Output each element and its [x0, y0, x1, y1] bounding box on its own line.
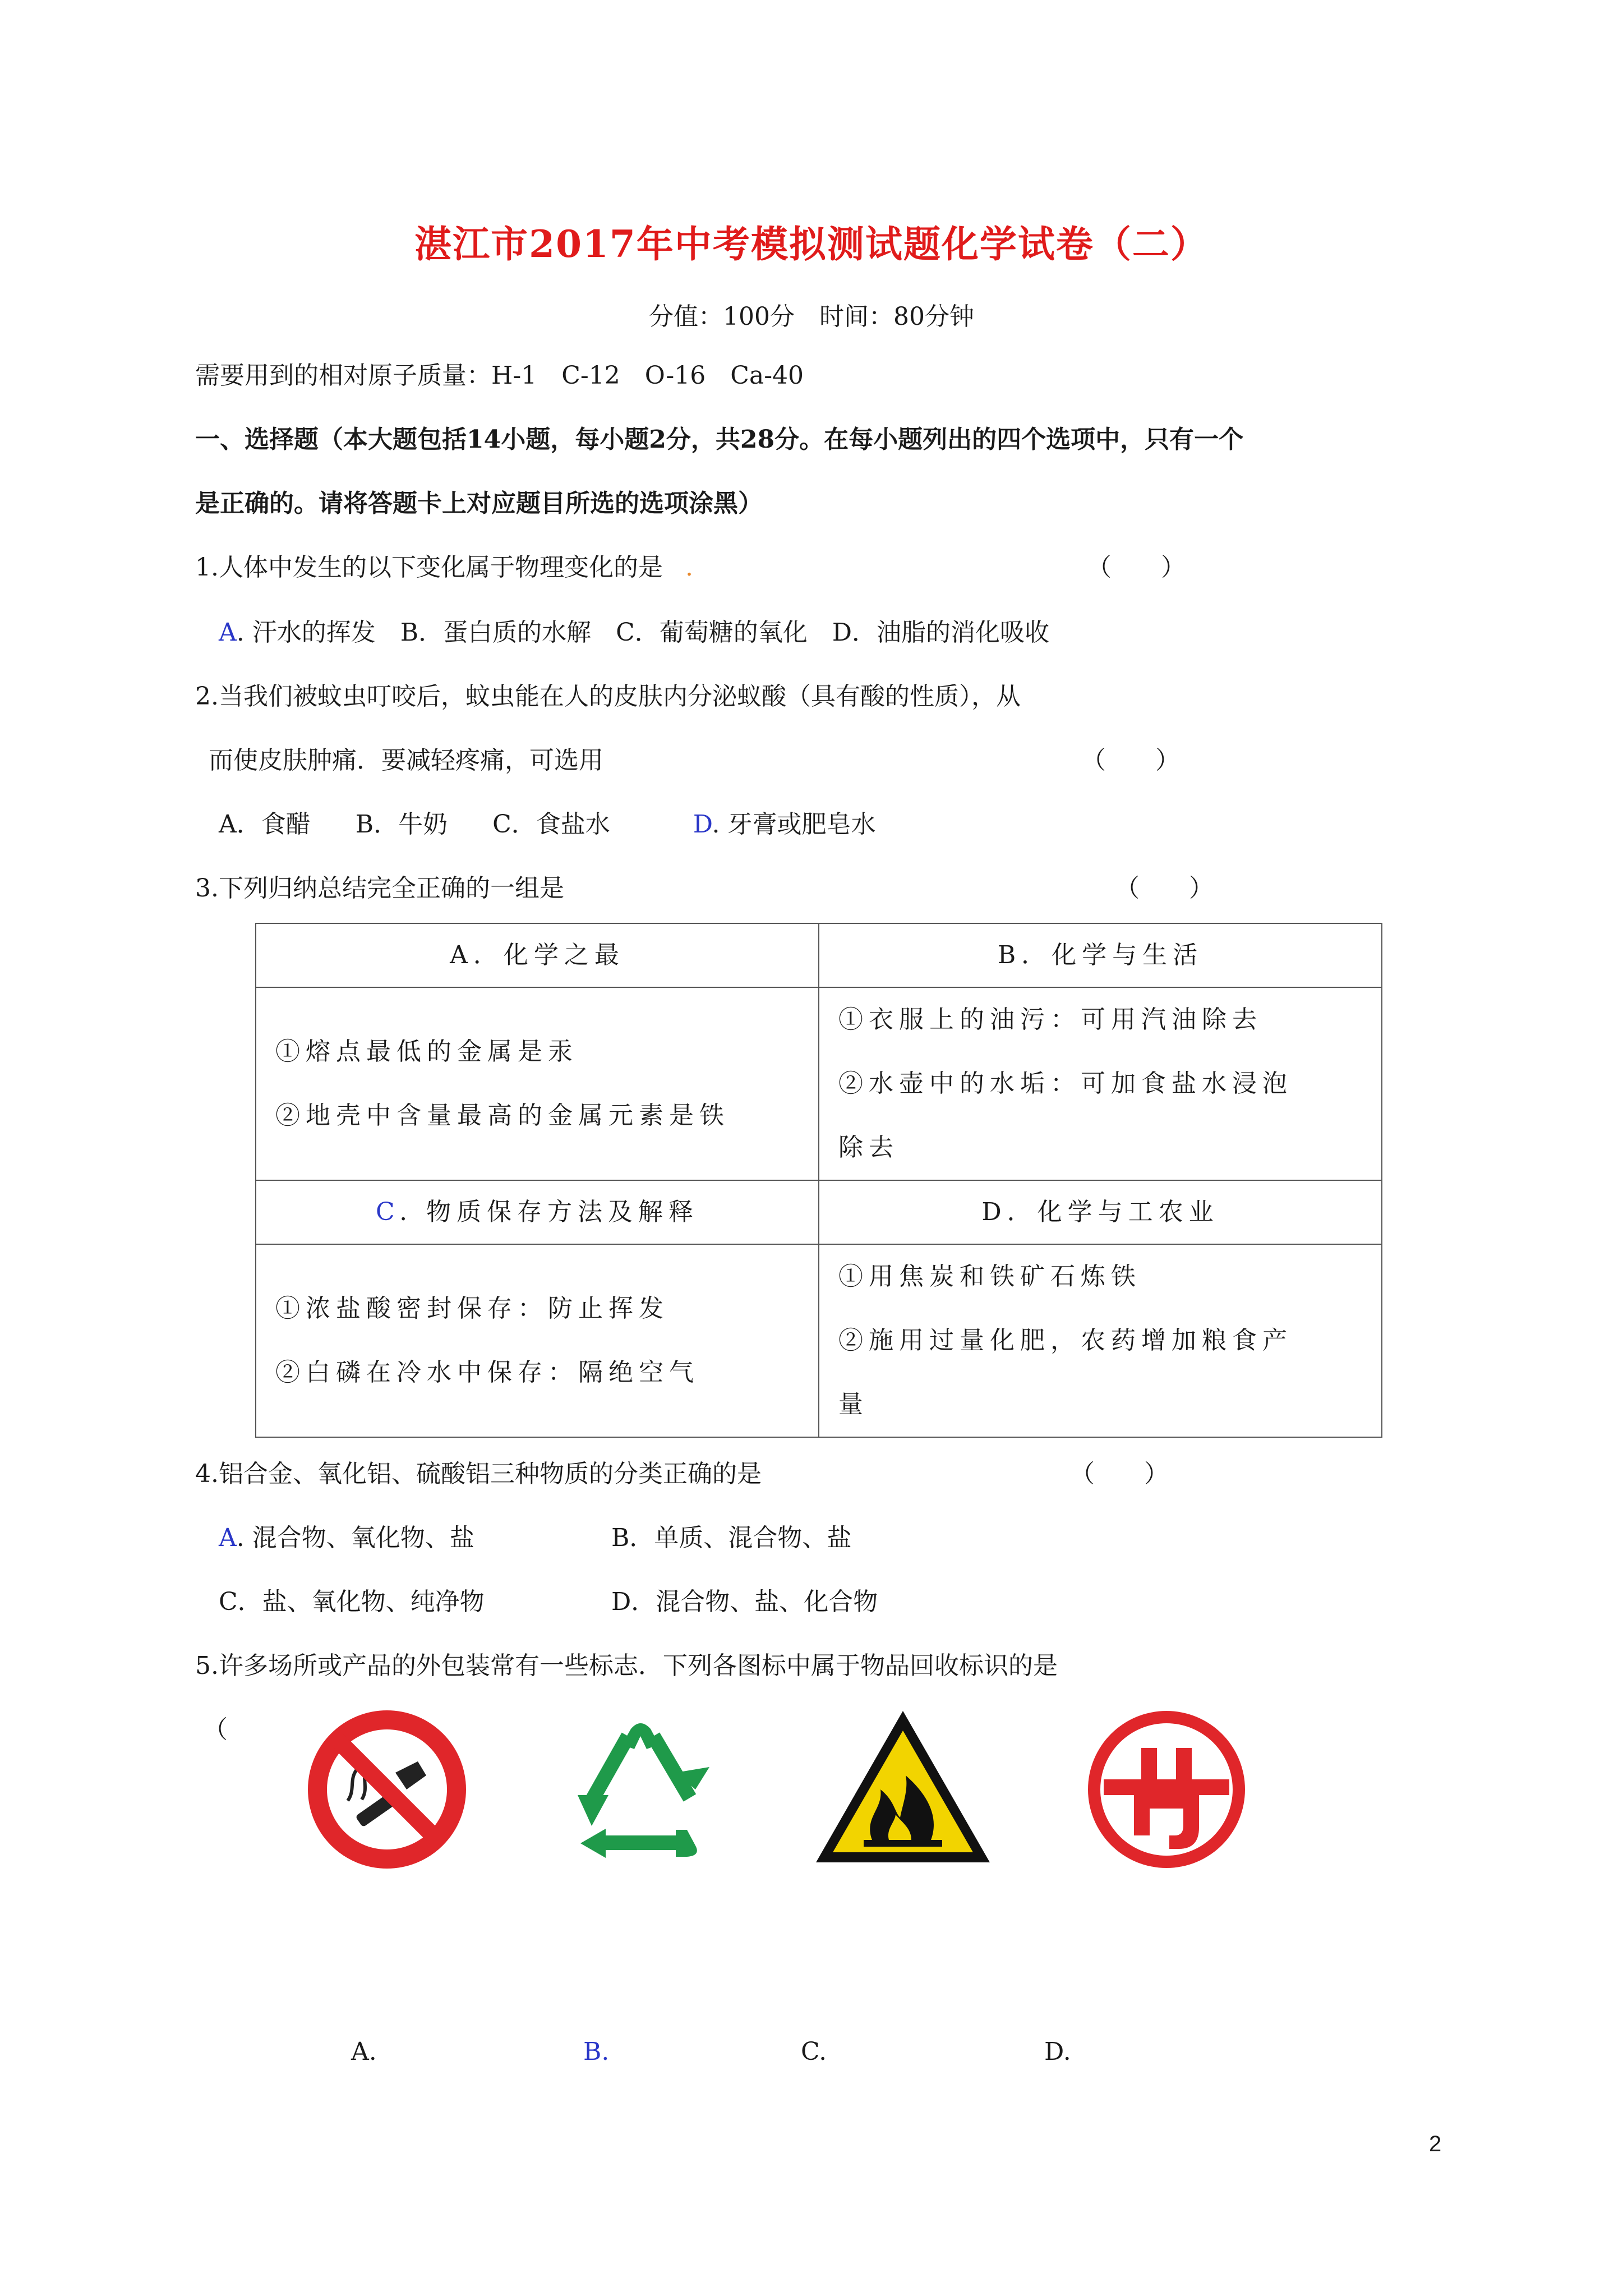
q3-stem: 3.下列归纳总结完全正确的一组是 [195, 874, 564, 903]
q3-d-line2: ②施用过量化肥，农药增加粮食产 [838, 1326, 1293, 1355]
page-title: 湛江市2017年中考模拟测试题化学试卷（二） [414, 222, 1209, 266]
page-number: 2 [1429, 2132, 1442, 2156]
q3-a-line2: ②地壳中含量最高的金属元素是铁 [275, 1101, 730, 1130]
q4-option-c: C．盐、氧化物、纯净物 [219, 1588, 485, 1616]
q1-option-a: . 汗水的挥发 [236, 618, 376, 647]
q1-option-d: D．油脂的消化吸收 [832, 618, 1050, 647]
q2-option-d-letter: D [693, 810, 712, 839]
q4-option-b: B．单质、混合物、盐 [611, 1524, 852, 1552]
q3-a-line1: ①熔点最低的金属是汞 [275, 1037, 578, 1066]
q5-label-b: B. [583, 2037, 610, 2066]
q4-option-d: D．混合物、盐、化合物 [611, 1588, 878, 1616]
q2-stem-line1: 2.当我们被蚊虫叮咬后，蚊虫能在人的皮肤内分泌蚁酸（具有酸的性质），从 [195, 682, 1021, 711]
q5-label-d: D. [1044, 2037, 1071, 2066]
q3-cell-d-head: D．化学与工农业 [819, 1180, 1382, 1244]
q3-c-line2: ②白磷在冷水中保存：隔绝空气 [275, 1358, 699, 1387]
q2-options [219, 808, 876, 841]
q1-dot: . [685, 553, 693, 582]
q2-option-d: . 牙膏或肥皂水 [712, 810, 876, 839]
q3-answer-paren: （ ） [1115, 874, 1214, 903]
q4-options-row1 [219, 1521, 474, 1555]
q3-cell-a-body [256, 987, 819, 1180]
q1-stem [195, 551, 693, 585]
section1-line2: 是正确的。请将答题卡上对应题目所选的选项涂黑） [195, 489, 763, 518]
recycle-icon [552, 1705, 726, 1868]
q3-options-table [255, 923, 1382, 1438]
q2-option-a: A．食醋 [219, 810, 311, 839]
flammable-warning-icon [810, 1705, 995, 1868]
q2-answer-paren: （ ） [1081, 746, 1180, 775]
q3-b-line2: ②水壶中的水垢：可加食盐水浸泡 [838, 1069, 1293, 1098]
q1-option-a-letter: A [219, 618, 237, 647]
q5-answer-paren: （ [203, 1715, 228, 1744]
atomic-masses: 需要用到的相对原子质量：H-1 C-12 O-16 Ca-40 [195, 361, 804, 390]
no-smoking-icon [303, 1705, 471, 1874]
q1-answer-paren: （ ） [1087, 553, 1186, 582]
q3-cell-d-body [819, 1244, 1382, 1437]
q4-stem: 4.铝合金、氧化铝、硫酸铝三种物质的分类正确的是 [195, 1460, 762, 1488]
q1-option-c: C．葡萄糖的氧化 [616, 618, 808, 647]
q4-option-a: . 混合物、氧化物、盐 [236, 1524, 474, 1552]
q1-stem-text: 1.人体中发生的以下变化属于物理变化的是 [195, 553, 663, 582]
water-saving-icon [1082, 1705, 1251, 1874]
q2-option-c: C．食盐水 [492, 810, 610, 839]
q3-d-line3: 量 [838, 1390, 869, 1419]
q5-label-c: C. [801, 2037, 827, 2066]
q3-cell-a-head: A．化学之最 [256, 923, 819, 987]
q3-b-line3: 除去 [838, 1133, 899, 1162]
q3-b-line1: ①衣服上的油污：可用汽油除去 [838, 1005, 1262, 1034]
q3-cell-b-body [819, 987, 1382, 1180]
q3-cell-b-head: B．化学与生活 [819, 923, 1382, 987]
q4-answer-paren: （ ） [1070, 1460, 1169, 1488]
q5-label-a: A. [351, 2037, 377, 2066]
q3-cell-c-body [256, 1244, 819, 1437]
q4-option-a-letter: A [219, 1524, 237, 1552]
q5-stem: 5.许多场所或产品的外包装常有一些标志．下列各图标中属于物品回收标识的是 [195, 1651, 1058, 1680]
exam-subtitle: 分值：100分 时间：80分钟 [649, 302, 974, 331]
q3-cell-c-head [256, 1180, 819, 1244]
section1-line1: 一、选择题（本大题包括14小题，每小题2分，共28分。在每小题列出的四个选项中，只有一个 [195, 425, 1244, 454]
q3-c-head-text: . 物质保存方法及解释 [399, 1198, 699, 1226]
q1-option-b: B．蛋白质的水解 [400, 618, 592, 647]
q3-c-letter: C [375, 1198, 400, 1226]
q2-stem-line2: 而使皮肤肿痛．要减轻疼痛，可选用 [209, 746, 603, 775]
q2-option-b: B．牛奶 [355, 810, 448, 839]
q3-c-line1: ①浓盐酸密封保存：防止挥发 [275, 1294, 669, 1323]
q1-options [219, 616, 1049, 650]
q3-d-line1: ①用焦炭和铁矿石炼铁 [838, 1262, 1141, 1291]
